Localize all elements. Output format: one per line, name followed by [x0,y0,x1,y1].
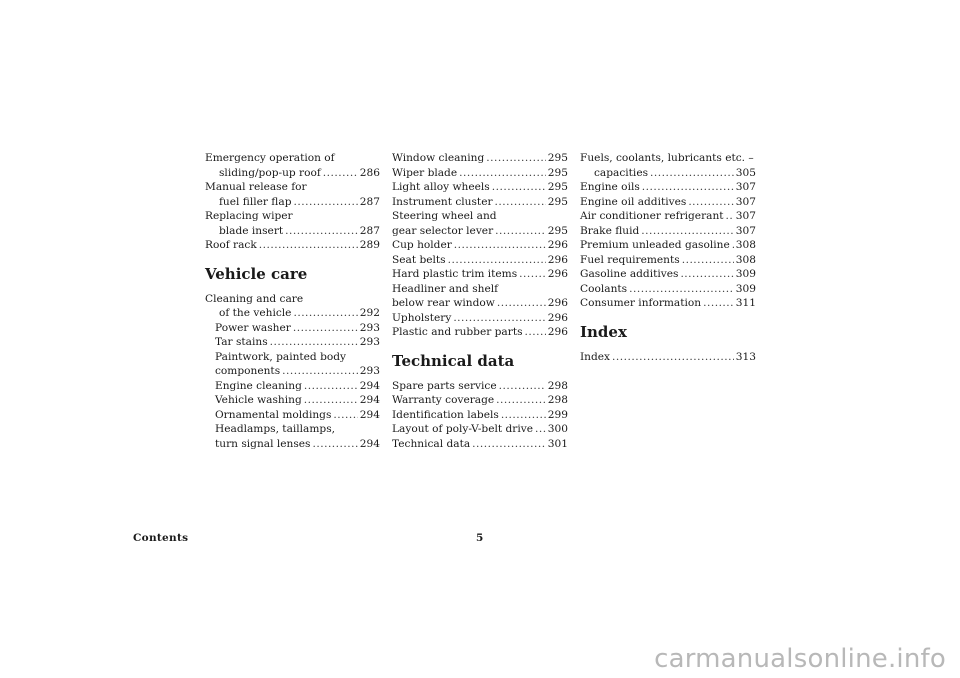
toc-entry-hard-plastic-trim[interactable]: Hard plastic trim items ..... 296 [392,267,568,282]
page-number: 287 [359,224,380,237]
page-number: 307 [735,210,756,222]
page-number: 292 [359,307,380,319]
toc-entry-identification-labels[interactable]: Identification labels ..... 299 [392,408,568,423]
section-heading-index: Index [580,322,627,341]
page-number: 300 [547,423,568,435]
page-number: 298 [547,379,568,392]
page-number: 307 [735,181,756,193]
page-number: 309 [735,282,756,295]
toc-entry-light-alloy-wheels[interactable]: Light alloy wheels ..... 295 [392,180,568,195]
toc-column-1 [205,151,380,451]
page-number: 296 [547,326,568,338]
toc-subentry-paintwork[interactable]: Paintwork, painted body components ..... 293 [205,350,380,379]
toc-subentry-engine-cleaning[interactable]: Engine cleaning ..... 294 [205,379,380,394]
toc-entry-fuels-capacities[interactable]: Fuels, coolants, lubricants etc. – capacities ..... 305 [580,151,756,180]
toc-entry-emergency-roof[interactable]: Emergency operation of sliding/pop-up roof ..... 286 [205,151,380,180]
page-number: 295 [547,181,568,193]
toc-entry-wiper-blade[interactable]: Wiper blade ..... 295 [392,166,568,181]
toc-entry-index[interactable]: Index ..... 313 [580,350,756,365]
toc-subentry-headlamps[interactable]: Headlamps, taillamps, turn signal lenses ..... 294 [205,422,380,451]
toc-column-2 [392,151,568,451]
toc-entry-steering-wheel[interactable]: Steering wheel and gear selector lever ..... 295 [392,209,568,238]
page-number: 295 [547,224,568,237]
toc-entry-spare-parts[interactable]: Spare parts service ..... 298 [392,379,568,394]
toc-entry-engine-oils[interactable]: Engine oils ..... 307 [580,180,756,195]
toc-entry-seat-belts[interactable]: Seat belts ..... 296 [392,253,568,268]
toc-entry-ac-refrigerant[interactable]: Air conditioner refrigerant ..... 307 [580,209,756,224]
page-number: 307 [735,195,756,208]
page-number: 301 [547,437,568,450]
page-number: 296 [547,268,568,280]
toc-entry-plastic-rubber[interactable]: Plastic and rubber parts ..... 296 [392,325,568,340]
page-number: 293 [359,321,380,334]
section-heading-vehicle-care: Vehicle care [205,264,308,283]
page-number: 295 [547,195,568,208]
page-number: 296 [547,253,568,266]
page-number: 309 [735,268,756,280]
page-number: 305 [735,166,756,179]
page-number: 287 [359,195,380,208]
toc-entry-upholstery[interactable]: Upholstery ..... 296 [392,311,568,326]
page-number: 293 [359,365,380,377]
toc-entry-cup-holder[interactable]: Cup holder ..... 296 [392,238,568,253]
section-heading-technical-data: Technical data [392,351,515,370]
page-number: 294 [359,379,380,392]
page-number: 295 [547,166,568,179]
toc-subentry-ornamental-moldings[interactable]: Ornamental moldings ..... 294 [205,408,380,423]
toc-entry-wiper-blade-insert[interactable]: Replacing wiper blade insert ..... 287 [205,209,380,238]
page-number: 299 [547,408,568,421]
toc-subentry-tar-stains[interactable]: Tar stains ..... 293 [205,335,380,350]
toc-entry-coolants[interactable]: Coolants ..... 309 [580,282,756,297]
toc-entry-window-cleaning[interactable]: Window cleaning ..... 295 [392,151,568,166]
footer-section-title: Contents [133,532,189,544]
page-number: 295 [547,152,568,164]
toc-entry-brake-fluid[interactable]: Brake fluid ..... 307 [580,224,756,239]
toc-entry-fuel-requirements[interactable]: Fuel requirements ..... 308 [580,253,756,268]
page-number: 298 [547,394,568,406]
page-number: 311 [735,297,756,309]
toc-entry-technical-data[interactable]: Technical data ..... 301 [392,437,568,452]
toc-column-3 [580,151,756,364]
page-number: 313 [735,350,756,363]
page-number: 296 [547,297,568,309]
toc-entry-poly-v-belt[interactable]: Layout of poly-V-belt drive ..... 300 [392,422,568,437]
page-number: 294 [359,394,380,406]
page-number: 286 [359,166,380,179]
toc-entry-instrument-cluster[interactable]: Instrument cluster ..... 295 [392,195,568,210]
toc-subentry-vehicle-washing[interactable]: Vehicle washing ..... 294 [205,393,380,408]
toc-entry-consumer-information[interactable]: Consumer information ..... 311 [580,296,756,311]
page-number: 293 [359,336,380,348]
footer-page-number: 5 [476,532,484,544]
toc-entry-warranty[interactable]: Warranty coverage ..... 298 [392,393,568,408]
page-number: 296 [547,239,568,251]
toc-entry-roof-rack[interactable]: Roof rack ..... 289 [205,238,380,253]
page-number: 308 [735,253,756,266]
toc-entry-gasoline-additives[interactable]: Gasoline additives ..... 309 [580,267,756,282]
page-number: 294 [359,408,380,421]
toc-entry-fuel-filler[interactable]: Manual release for fuel filler flap ..... 287 [205,180,380,209]
toc-entry-cleaning-care[interactable]: Cleaning and care of the vehicle ..... 292 [205,292,380,321]
toc-entry-headliner[interactable]: Headliner and shelf below rear window ..... 296 [392,282,568,311]
page-number: 296 [547,311,568,324]
page-number: 307 [735,224,756,237]
page-number: 289 [359,239,380,251]
page-number: 294 [359,437,380,450]
toc-entry-engine-oil-additives[interactable]: Engine oil additives ..... 307 [580,195,756,210]
toc-entry-premium-gasoline[interactable]: Premium unleaded gasoline ..... 308 [580,238,756,253]
watermark-text: carmanualsonline.info [654,644,946,674]
page-number: 308 [735,239,756,251]
toc-subentry-power-washer[interactable]: Power washer ..... 293 [205,321,380,336]
